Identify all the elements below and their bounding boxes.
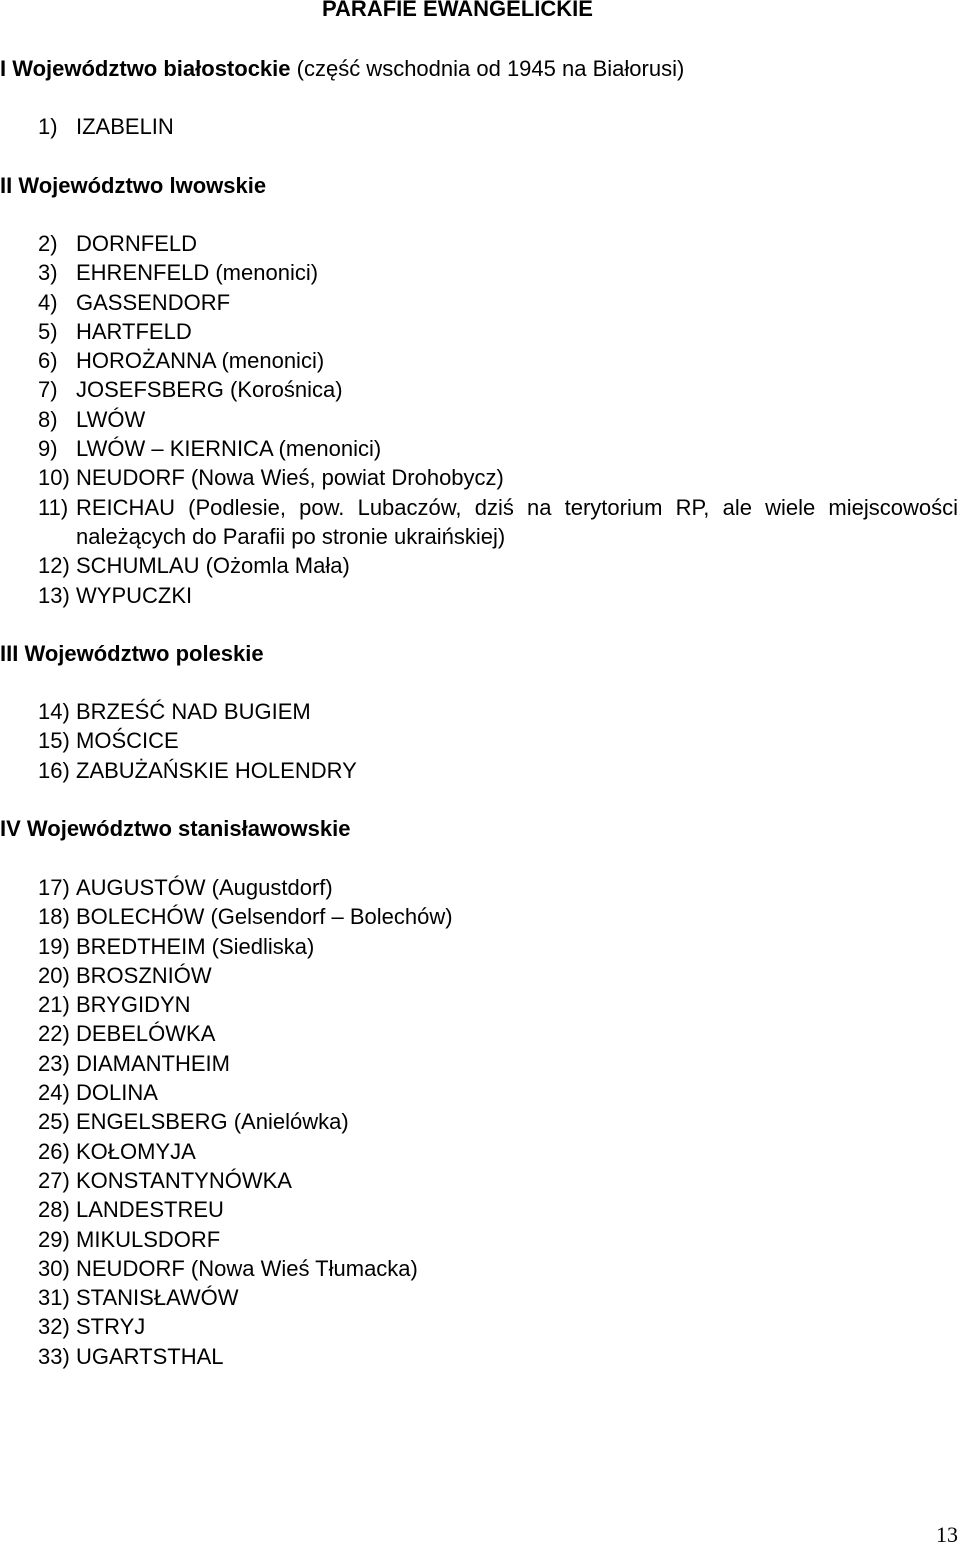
- list-item-text: NEUDORF (Nowa Wieś Tłumacka): [76, 1255, 418, 1281]
- page-number: 13: [936, 1522, 958, 1547]
- section-heading-2: [0, 171, 266, 201]
- section-heading-3: [0, 639, 264, 669]
- list-item-text: REICHAU (Podlesie, pow. Lubaczów, dziś na terytorium RP, ale wiele miejscowości należących do Parafii po stronie ukraińskiej): [76, 494, 958, 549]
- list-item-text: LWÓW: [76, 406, 146, 432]
- list-item: [0, 1195, 960, 1224]
- list-item: [0, 375, 960, 404]
- list-item-text: STRYJ: [76, 1314, 146, 1340]
- list-item-text: ENGELSBERG (Anielówka): [76, 1109, 349, 1135]
- list-item-number: 25): [38, 1109, 70, 1135]
- list-item: [0, 581, 960, 610]
- list-item-number: 18): [38, 904, 70, 930]
- list-item: [0, 756, 960, 785]
- list-item-text: DEBELÓWKA: [76, 1021, 216, 1047]
- list-item-number: 32): [38, 1314, 70, 1340]
- list-item-number: 15): [38, 728, 70, 754]
- list-item: [0, 1019, 960, 1048]
- list-item: [0, 961, 960, 990]
- list-item: [0, 317, 960, 346]
- list-item-number: 12): [38, 553, 70, 579]
- list-item-text: KONSTANTYNÓWKA: [76, 1167, 292, 1193]
- list-item: [0, 1342, 960, 1371]
- list-item-number: 7): [38, 377, 58, 403]
- list-item-text: GASSENDORF: [76, 289, 231, 315]
- list-item-number: 27): [38, 1167, 70, 1193]
- list-item-number: 11): [38, 494, 69, 520]
- section-heading-1-note: (część wschodnia od 1945 na Białorusi): [290, 56, 685, 81]
- list-item-text: DORNFELD: [76, 231, 198, 256]
- list-item: [0, 990, 960, 1019]
- list-item-text: BRZEŚĆ NAD BUGIEM: [76, 699, 311, 724]
- list-item: [0, 346, 960, 375]
- list-item-text: JOSEFSBERG (Korośnica): [76, 377, 343, 403]
- list-item-text: STANISŁAWÓW: [76, 1285, 239, 1311]
- list-item-text: BRYGIDYN: [76, 992, 191, 1018]
- list-item: [0, 932, 960, 961]
- list-item: [0, 112, 960, 141]
- list-item-text: EHRENFELD (menonici): [76, 260, 319, 286]
- list-item: [0, 902, 960, 931]
- section-heading-3-title: III Województwo poleskie: [0, 641, 264, 666]
- list-item-text: AUGUSTÓW (Augustdorf): [76, 875, 333, 900]
- list-item-number: 1): [38, 114, 58, 139]
- list-item-text: IZABELIN: [76, 114, 174, 139]
- list-item-number: 6): [38, 348, 58, 374]
- list-item-text: MIKULSDORF: [76, 1226, 221, 1252]
- section-1-list: [0, 112, 960, 141]
- list-item-text: DIAMANTHEIM: [76, 1050, 230, 1076]
- list-item-number: 24): [38, 1080, 70, 1106]
- section-heading-1-title: I Województwo białostockie: [0, 56, 291, 81]
- section-2-list: [0, 229, 960, 610]
- list-item-text: NEUDORF (Nowa Wieś, powiat Drohobycz): [76, 465, 504, 491]
- list-item: [0, 1137, 960, 1166]
- list-item-number: 9): [38, 436, 58, 462]
- list-item-text: DOLINA: [76, 1080, 158, 1106]
- list-item-text: LWÓW – KIERNICA (menonici): [76, 436, 382, 462]
- list-item-number: 17): [38, 875, 70, 900]
- list-item-text: HOROŻANNA (menonici): [76, 348, 325, 374]
- list-item-number: 26): [38, 1138, 70, 1164]
- list-item-number: 29): [38, 1226, 70, 1252]
- list-item: [0, 1225, 960, 1254]
- list-item: [0, 493, 960, 552]
- list-item-number: 21): [38, 992, 70, 1018]
- list-item-number: 4): [38, 289, 58, 315]
- list-item-text: BROSZNIÓW: [76, 962, 212, 988]
- list-item-text: SCHUMLAU (Ożomla Mała): [76, 553, 350, 579]
- list-item: [0, 1049, 960, 1078]
- list-item-number: 28): [38, 1197, 70, 1223]
- list-item-number: 22): [38, 1021, 70, 1047]
- section-3-list: [0, 697, 960, 785]
- list-item: [0, 873, 960, 902]
- list-item-text: UGARTSTHAL: [76, 1343, 224, 1369]
- section-heading-4-title: IV Województwo stanisławowskie: [0, 816, 351, 841]
- list-item: [0, 229, 960, 258]
- section-heading-4: [0, 814, 350, 844]
- list-item-number: 33): [38, 1343, 70, 1369]
- list-item: [0, 1254, 960, 1283]
- list-item-text: MOŚCICE: [76, 728, 179, 754]
- list-item-number: 14): [38, 699, 70, 724]
- list-item: [0, 405, 960, 434]
- list-item-number: 5): [38, 318, 58, 344]
- list-item: [0, 1312, 960, 1341]
- list-item-text: LANDESTREU: [76, 1197, 224, 1223]
- list-item: [0, 288, 960, 317]
- list-item-text: WYPUCZKI: [76, 582, 193, 608]
- list-item-text: HARTFELD: [76, 318, 192, 344]
- list-item: [0, 551, 960, 580]
- page-title-text: PARAFIE EWANGELICKIE: [322, 0, 593, 21]
- list-item: [0, 258, 960, 287]
- list-item-number: 19): [38, 933, 70, 959]
- section-heading-2-title: II Województwo lwowskie: [0, 173, 267, 198]
- list-item: [0, 1078, 960, 1107]
- list-item-text: BOLECHÓW (Gelsendorf – Bolechów): [76, 904, 453, 930]
- list-item-text: BREDTHEIM (Siedliska): [76, 933, 315, 959]
- list-item-number: 8): [38, 406, 58, 432]
- list-item-number: 23): [38, 1050, 70, 1076]
- list-item-number: 30): [38, 1255, 70, 1281]
- list-item: [0, 1283, 960, 1312]
- list-item-text: KOŁOMYJA: [76, 1138, 196, 1164]
- list-item-number: 3): [38, 260, 58, 286]
- list-item-text: ZABUŻAŃSKIE HOLENDRY: [76, 757, 357, 783]
- list-item: [0, 697, 960, 726]
- list-item: [0, 434, 960, 463]
- list-item-number: 10): [38, 465, 70, 491]
- list-item-number: 20): [38, 962, 70, 988]
- list-item-number: 31): [38, 1285, 70, 1311]
- list-item: [0, 726, 960, 755]
- section-4-list: [0, 873, 960, 1371]
- list-item-number: 2): [38, 231, 58, 256]
- list-item: [0, 463, 960, 492]
- section-heading-1: [0, 54, 684, 84]
- list-item: [0, 1166, 960, 1195]
- list-item-number: 16): [38, 757, 70, 783]
- list-item-number: 13): [38, 582, 70, 608]
- list-item: [0, 1107, 960, 1136]
